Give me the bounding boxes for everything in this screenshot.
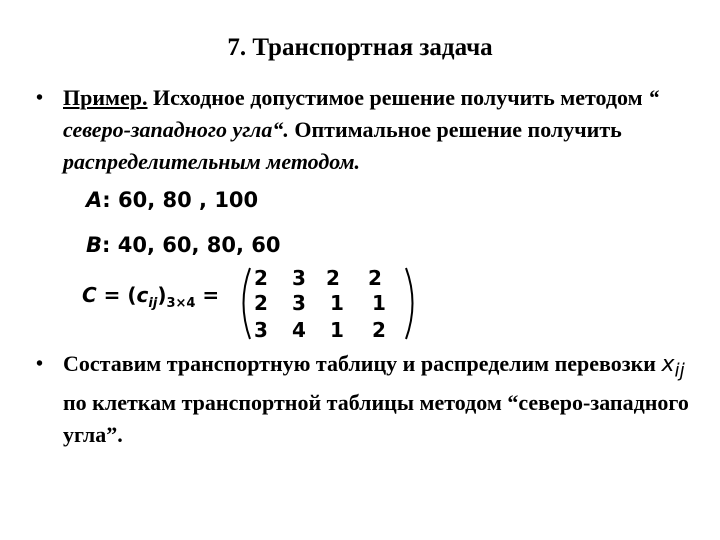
- supply-values: 60, 80 , 100: [117, 188, 259, 212]
- cost-close: ): [157, 283, 167, 307]
- cost-dims: 3×4: [166, 296, 196, 311]
- matrix-cell: 1: [330, 318, 344, 342]
- matrix-cell: 2: [254, 291, 268, 315]
- demand-vector: [86, 233, 281, 257]
- distribution-method: распределительным методом.: [63, 149, 361, 174]
- shipment-variable: [661, 352, 685, 382]
- example-label: Пример.: [63, 85, 148, 110]
- bullet-dot-icon: •: [36, 87, 44, 109]
- procedure-text-2: по клеткам транспортной таблицы методом “северо-западного угла”.: [63, 390, 689, 448]
- shipment-var-x: x: [661, 352, 675, 377]
- matrix-cell: 2: [326, 266, 340, 290]
- procedure-paragraph: [36, 348, 713, 451]
- matrix-cell: 2: [372, 318, 386, 342]
- matrix-cell: 1: [330, 291, 344, 315]
- demand-values: 40, 60, 80, 60: [117, 233, 281, 257]
- matrix-right-bracket: [404, 266, 420, 341]
- cost-matrix-definition: [82, 283, 219, 311]
- example-text-1: Исходное допустимое решение получить методом: [147, 85, 649, 110]
- bullet-dot-icon: •: [36, 353, 44, 375]
- supply-vector: [86, 188, 258, 212]
- matrix-cell: 1: [372, 291, 386, 315]
- matrix-cell: 2: [368, 266, 382, 290]
- matrix-cell: 3: [292, 291, 306, 315]
- cost-elem: c: [136, 283, 149, 307]
- matrix-cell: 3: [292, 266, 306, 290]
- demand-colon: :: [102, 233, 111, 257]
- slide-title: 7. Транспортная задача: [227, 34, 493, 61]
- cost-elem-index: ij: [148, 296, 158, 311]
- shipment-var-index: ij: [674, 360, 685, 382]
- procedure-text-1: Составим транспортную таблицу и распределим перевозки: [63, 351, 662, 376]
- example-text-2: Оптимальное решение получить: [288, 117, 622, 142]
- cost-open: = (: [103, 283, 137, 307]
- cost-equals: =: [202, 283, 220, 307]
- matrix-cell: 4: [292, 318, 306, 342]
- supply-label: A: [86, 188, 103, 212]
- demand-label: B: [86, 233, 103, 257]
- matrix-cell: 3: [254, 318, 268, 342]
- cost-label: C: [82, 283, 97, 307]
- nw-corner-method: “ северо-западного угла“.: [63, 85, 660, 142]
- matrix-cell: 2: [254, 266, 268, 290]
- example-paragraph: [36, 82, 713, 178]
- supply-colon: :: [102, 188, 111, 212]
